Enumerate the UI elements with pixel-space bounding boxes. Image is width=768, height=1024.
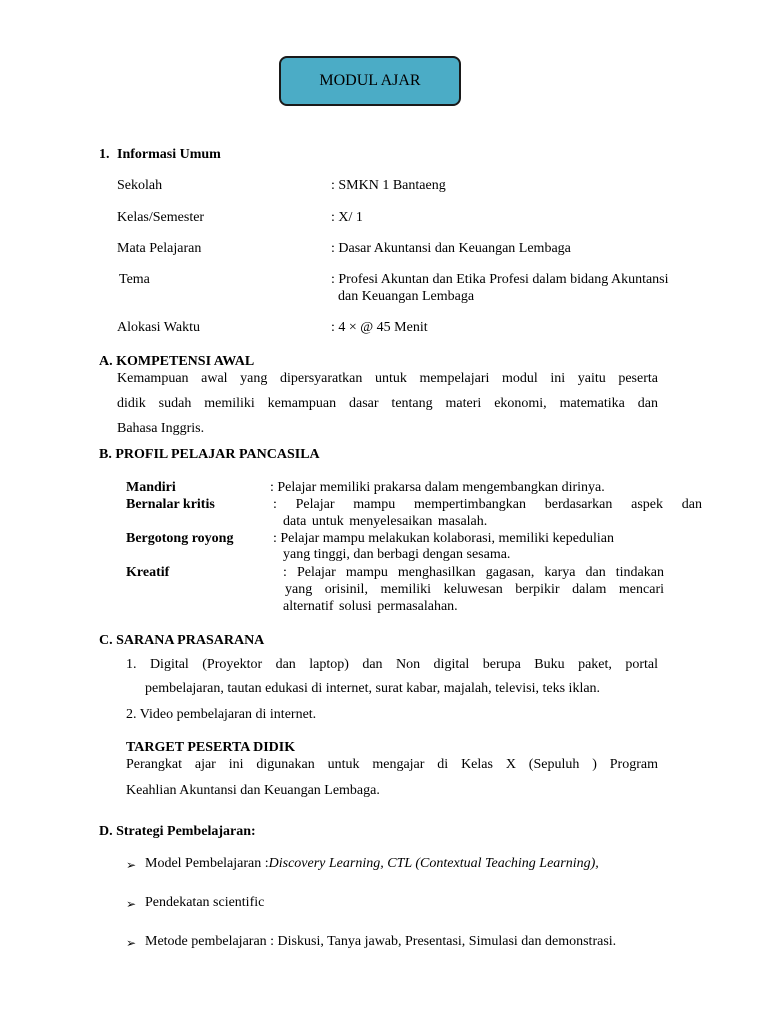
target-heading: TARGET PESERTA DIDIK <box>126 740 296 755</box>
profil-desc-kreatif-1: : Pelajar mampu menghasilkan gagasan, karya dan tindakan <box>283 565 664 580</box>
section-a-line-2: didik sudah memiliki kemampuan dasar tentang materi ekonomi, matematika dan <box>117 396 658 411</box>
info-label-sekolah: Sekolah <box>117 178 163 193</box>
info-value-tema-cont: dan Keuangan Lembaga <box>338 289 475 304</box>
title-box <box>279 56 461 106</box>
info-value-alokasi: : 4 × @ 45 Menit <box>331 320 428 335</box>
strategy-item-model <box>145 856 599 872</box>
profil-desc-bernalar-2: data untuk menyelesaikan masalah. <box>283 514 488 529</box>
profil-desc-gotong-2: yang tinggi, dan berbagi dengan sesama. <box>283 547 511 562</box>
page-title: MODUL AJAR <box>319 72 421 89</box>
profil-desc-kreatif-3: alternatif solusi permasalahan. <box>283 599 458 614</box>
section-b-heading: B. PROFIL PELAJAR PANCASILA <box>99 447 320 462</box>
section-a-line-1: Kemampuan awal yang dipersyaratkan untuk mempelajari modul ini yaitu peserta <box>117 371 658 386</box>
strategy-item-metode: Metode pembelajaran : Diskusi, Tanya jawab, Presentasi, Simulasi dan demonstrasi. <box>145 934 617 949</box>
profil-term-kreatif: Kreatif <box>126 565 170 580</box>
strategy-item-pendekatan: Pendekatan scientific <box>145 895 265 910</box>
info-value-tema: : Profesi Akuntan dan Etika Profesi dalam bidang Akuntansi <box>331 272 669 287</box>
bullet-arrow-icon: ➢ <box>126 897 137 911</box>
profil-desc-gotong-1: : Pelajar mampu melakukan kolaborasi, memiliki kepedulian <box>273 531 614 546</box>
strategy-item-model-italic: Discovery Learning, CTL (Contextual Teaching Learning), <box>268 856 599 871</box>
info-label-tema: Tema <box>119 272 150 287</box>
section-a-line-3: Bahasa Inggris. <box>117 421 205 436</box>
target-line-1: Perangkat ajar ini digunakan untuk mengajar di Kelas X (Sepuluh ) Program <box>126 757 658 772</box>
profil-term-mandiri: Mandiri <box>126 480 176 495</box>
section-d-heading: D. Strategi Pembelajaran: <box>99 824 256 839</box>
section-c-item2: 2. Video pembelajaran di internet. <box>126 707 317 722</box>
section-c-heading: C. SARANA PRASARANA <box>99 633 265 648</box>
section1-heading: Informasi Umum <box>117 147 221 162</box>
section-a-heading: A. KOMPETENSI AWAL <box>99 354 255 369</box>
target-line-2: Keahlian Akuntansi dan Keuangan Lembaga. <box>126 783 380 798</box>
bullet-arrow-icon: ➢ <box>126 858 137 872</box>
section-c-item1-line1: 1. Digital (Proyektor dan laptop) dan Non digital berupa Buku paket, portal <box>126 657 658 672</box>
section-c-item1-line2: pembelajaran, tautan edukasi di internet, surat kabar, majalah, televisi, teks iklan. <box>145 681 601 696</box>
profil-term-bernalar: Bernalar kritis <box>126 497 215 512</box>
bullet-arrow-icon: ➢ <box>126 936 137 950</box>
profil-desc-bernalar-1: : Pelajar mampu mempertimbangkan berdasarkan aspek dan <box>273 497 702 512</box>
info-label-kelas: Kelas/Semester <box>117 210 205 225</box>
info-value-sekolah: : SMKN 1 Bantaeng <box>331 178 446 193</box>
section1-number: 1. <box>99 147 110 162</box>
profil-term-gotong: Bergotong royong <box>126 531 234 546</box>
strategy-item-model-prefix: Model Pembelajaran : <box>145 856 269 871</box>
info-label-mapel: Mata Pelajaran <box>117 241 202 256</box>
info-label-alokasi: Alokasi Waktu <box>117 320 200 335</box>
info-value-mapel: : Dasar Akuntansi dan Keuangan Lembaga <box>331 241 571 256</box>
profil-desc-kreatif-2: yang orisinil, memiliki keluwesan berpikir dalam mencari <box>285 582 664 597</box>
info-value-kelas: : X/ 1 <box>331 210 363 225</box>
profil-desc-mandiri: : Pelajar memiliki prakarsa dalam mengembangkan dirinya. <box>270 480 605 495</box>
